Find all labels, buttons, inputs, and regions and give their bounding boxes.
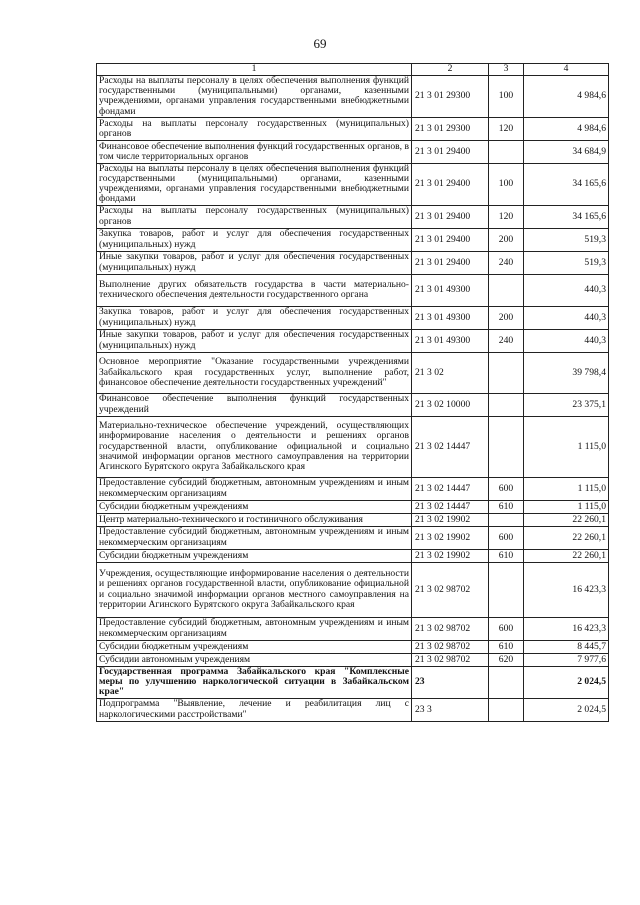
row-type-cell: [489, 140, 524, 163]
row-code-cell: 21 3 02 98702: [412, 617, 489, 640]
row-type-cell: 600: [489, 477, 524, 500]
table-row: [97, 698, 609, 721]
row-amount-cell: 1 115,0: [524, 416, 609, 477]
header-col-4: 4: [524, 64, 609, 76]
table-row: [97, 666, 609, 698]
row-name-cell: Финансовое обеспечение выполнения функций государственных учреждений: [97, 393, 412, 416]
row-type-cell: 200: [489, 228, 524, 251]
table-row: [97, 562, 609, 617]
row-amount-cell: 4 984,6: [524, 76, 609, 118]
row-name-cell: Иные закупки товаров, работ и услуг для обеспечения государственных (муниципальных) нужд: [97, 329, 412, 352]
row-amount-cell: 8 445,7: [524, 640, 609, 653]
table-row: [97, 76, 609, 118]
row-amount-cell: 519,3: [524, 228, 609, 251]
table-row: [97, 274, 609, 306]
row-name-cell: Государственная программа Забайкальского края "Комплексные меры по улучшению наркологической ситуации в Забайкальском крае": [97, 666, 412, 698]
row-code-cell: 21 3 01 29400: [412, 251, 489, 274]
row-code-cell: 21 3 01 29400: [412, 205, 489, 228]
row-code-cell: 21 3 02 14447: [412, 477, 489, 500]
row-type-cell: 120: [489, 205, 524, 228]
row-code-cell: 21 3 01 29400: [412, 140, 489, 163]
table-row: [97, 393, 609, 416]
table-row: [97, 513, 609, 526]
row-name-cell: Подпрограмма "Выявление, лечение и реабилитация лиц с наркологическими расстройствами": [97, 698, 412, 721]
row-amount-cell: 2 024,5: [524, 698, 609, 721]
row-code-cell: 21 3 02 98702: [412, 653, 489, 666]
row-type-cell: 120: [489, 117, 524, 140]
row-amount-cell: 440,3: [524, 274, 609, 306]
table-row: [97, 140, 609, 163]
row-code-cell: 21 3 02 19902: [412, 526, 489, 549]
budget-table: [96, 63, 609, 722]
table-row: [97, 500, 609, 513]
row-amount-cell: 440,3: [524, 329, 609, 352]
row-name-cell: Закупка товаров, работ и услуг для обеспечения государственных (муниципальных) нужд: [97, 228, 412, 251]
row-amount-cell: 7 977,6: [524, 653, 609, 666]
table-row: [97, 640, 609, 653]
table-row: [97, 117, 609, 140]
row-code-cell: 21 3 02 10000: [412, 393, 489, 416]
row-amount-cell: 34 684,9: [524, 140, 609, 163]
row-type-cell: [489, 274, 524, 306]
row-name-cell: Предоставление субсидий бюджетным, автономным учреждениям и иным некоммерческим организациям: [97, 617, 412, 640]
row-name-cell: Предоставление субсидий бюджетным, автономным учреждениям и иным некоммерческим организациям: [97, 477, 412, 500]
row-name-cell: Субсидии бюджетным учреждениям: [97, 549, 412, 562]
row-amount-cell: 22 260,1: [524, 526, 609, 549]
row-amount-cell: 2 024,5: [524, 666, 609, 698]
row-amount-cell: 440,3: [524, 306, 609, 329]
row-code-cell: 21 3 01 49300: [412, 329, 489, 352]
row-type-cell: 620: [489, 653, 524, 666]
row-name-cell: Расходы на выплаты персоналу государственных (муниципальных) органов: [97, 117, 412, 140]
table-row: [97, 205, 609, 228]
row-amount-cell: 16 423,3: [524, 617, 609, 640]
row-amount-cell: 1 115,0: [524, 477, 609, 500]
row-name-cell: Центр материально-технического и гостиничного обслуживания: [97, 513, 412, 526]
table-row: [97, 477, 609, 500]
table-header-row: [97, 64, 609, 76]
row-type-cell: 610: [489, 500, 524, 513]
row-type-cell: 240: [489, 251, 524, 274]
page-number: 69: [313, 36, 327, 51]
row-name-cell: Иные закупки товаров, работ и услуг для обеспечения государственных (муниципальных) нужд: [97, 251, 412, 274]
row-amount-cell: 22 260,1: [524, 513, 609, 526]
row-code-cell: 21 3 02 19902: [412, 513, 489, 526]
row-code-cell: 21 3 02 98702: [412, 640, 489, 653]
table-row: [97, 251, 609, 274]
row-type-cell: [489, 393, 524, 416]
row-type-cell: [489, 352, 524, 393]
row-type-cell: [489, 666, 524, 698]
table-row: [97, 329, 609, 352]
header-col-1: 1: [97, 64, 412, 76]
row-name-cell: Расходы на выплаты персоналу государственных (муниципальных) органов: [97, 205, 412, 228]
row-amount-cell: 39 798,4: [524, 352, 609, 393]
row-name-cell: Субсидии бюджетным учреждениям: [97, 640, 412, 653]
table-row: [97, 526, 609, 549]
table-row: [97, 549, 609, 562]
row-code-cell: 23 3: [412, 698, 489, 721]
row-name-cell: Финансовое обеспечение выполнения функций государственных органов, в том числе территориальных органов: [97, 140, 412, 163]
row-amount-cell: 1 115,0: [524, 500, 609, 513]
row-code-cell: 21 3 02: [412, 352, 489, 393]
row-type-cell: 240: [489, 329, 524, 352]
row-code-cell: 21 3 01 29300: [412, 76, 489, 118]
row-type-cell: [489, 513, 524, 526]
table-row: [97, 653, 609, 666]
table-row: [97, 163, 609, 205]
header-col-3: 3: [489, 64, 524, 76]
row-code-cell: 21 3 02 14447: [412, 416, 489, 477]
row-amount-cell: 16 423,3: [524, 562, 609, 617]
row-name-cell: Основное мероприятие "Оказание государственными учреждениями Забайкальского края государственных услуг, выполнение работ, финансовое обеспечение деятельности государственных учреждений": [97, 352, 412, 393]
table-row: [97, 352, 609, 393]
row-name-cell: Расходы на выплаты персоналу в целях обеспечения выполнения функций государственными (муниципальными) органами, казенными учреждениями, органами управления государственными внебюджетными фондами: [97, 163, 412, 205]
row-code-cell: 21 3 02 19902: [412, 549, 489, 562]
row-code-cell: 21 3 02 98702: [412, 562, 489, 617]
row-type-cell: 610: [489, 549, 524, 562]
row-name-cell: Материально-техническое обеспечение учреждений, осуществляющих информирование населения о деятельности и решениях органов государственной власти, опубликование официальной и социально значимой информации органов местного самоуправления на территории Агинского Бурятского округа Забайкальского края: [97, 416, 412, 477]
row-amount-cell: 22 260,1: [524, 549, 609, 562]
row-type-cell: 100: [489, 76, 524, 118]
row-amount-cell: 4 984,6: [524, 117, 609, 140]
row-name-cell: Учреждения, осуществляющие информирование населения о деятельности и решениях органов государственной власти, опубликование официальной и социально значимой информации органов местного самоуправления на территории Агинского Бурятского округа Забайкальского края: [97, 562, 412, 617]
row-code-cell: 21 3 02 14447: [412, 500, 489, 513]
row-name-cell: Выполнение других обязательств государства в части материально-технического обеспечения деятельности государственного органа: [97, 274, 412, 306]
header-col-2: 2: [412, 64, 489, 76]
row-type-cell: 100: [489, 163, 524, 205]
row-type-cell: 600: [489, 526, 524, 549]
row-amount-cell: 34 165,6: [524, 205, 609, 228]
row-amount-cell: 23 375,1: [524, 393, 609, 416]
row-code-cell: 21 3 01 49300: [412, 274, 489, 306]
table-row: [97, 306, 609, 329]
row-name-cell: Субсидии бюджетным учреждениям: [97, 500, 412, 513]
row-code-cell: 21 3 01 29300: [412, 117, 489, 140]
row-type-cell: [489, 698, 524, 721]
row-name-cell: Закупка товаров, работ и услуг для обеспечения государственных (муниципальных) нужд: [97, 306, 412, 329]
row-name-cell: Расходы на выплаты персоналу в целях обеспечения выполнения функций государственными (муниципальными) органами, казенными учреждениями, органами управления государственными внебюджетными фондами: [97, 76, 412, 118]
table-row: [97, 228, 609, 251]
row-code-cell: 21 3 01 49300: [412, 306, 489, 329]
row-amount-cell: 519,3: [524, 251, 609, 274]
row-type-cell: [489, 416, 524, 477]
table-row: [97, 617, 609, 640]
row-name-cell: Субсидии автономным учреждениям: [97, 653, 412, 666]
row-type-cell: 200: [489, 306, 524, 329]
row-amount-cell: 34 165,6: [524, 163, 609, 205]
row-type-cell: 600: [489, 617, 524, 640]
row-type-cell: 610: [489, 640, 524, 653]
row-name-cell: Предоставление субсидий бюджетным, автономным учреждениям и иным некоммерческим организациям: [97, 526, 412, 549]
row-code-cell: 21 3 01 29400: [412, 163, 489, 205]
table-row: [97, 416, 609, 477]
row-code-cell: 21 3 01 29400: [412, 228, 489, 251]
row-code-cell: 23: [412, 666, 489, 698]
row-type-cell: [489, 562, 524, 617]
